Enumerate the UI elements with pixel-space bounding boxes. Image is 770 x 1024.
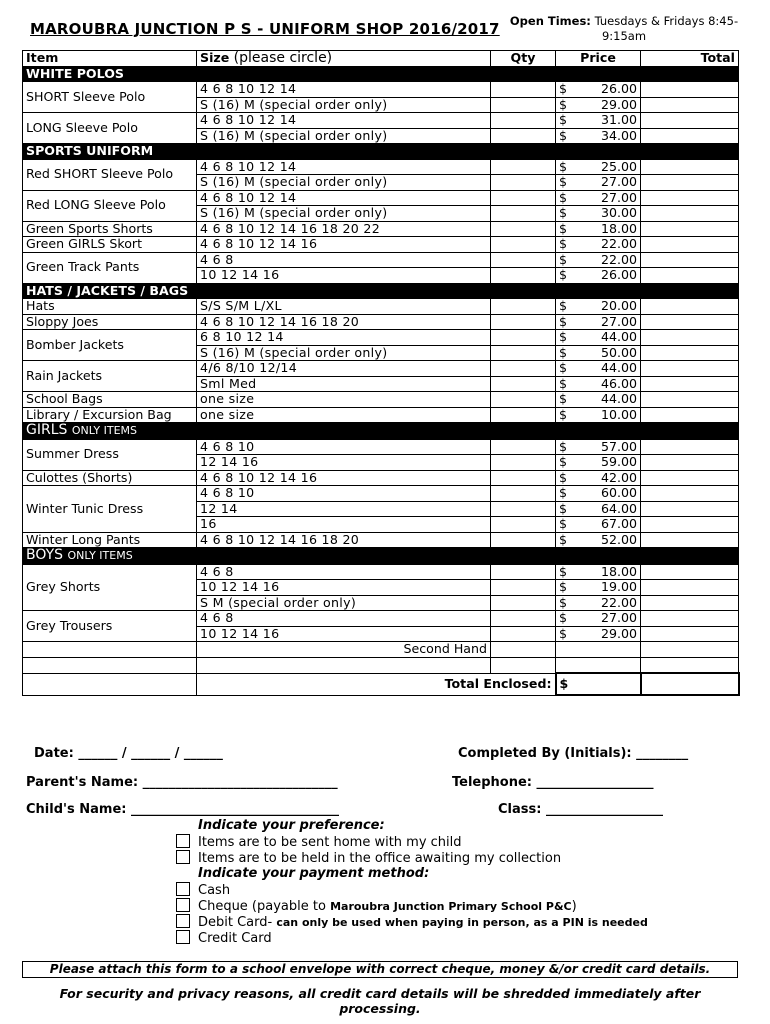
total-cell[interactable] <box>641 361 739 377</box>
price-cell: $ 29.00 <box>556 97 641 113</box>
form-title: MAROUBRA JUNCTION P S - UNIFORM SHOP 2016/2017 <box>30 20 500 38</box>
total-cell[interactable] <box>641 159 739 175</box>
item-cell[interactable] <box>23 657 197 673</box>
total-cell[interactable] <box>641 595 739 611</box>
size-cell[interactable] <box>197 657 491 673</box>
price-cell: $ 52.00 <box>556 532 641 548</box>
price-cell: $ 31.00 <box>556 113 641 129</box>
price-cell: $ 20.00 <box>556 299 641 315</box>
attach-instruction: Please attach this form to a school envelope with correct cheque, money &/or credit card details. <box>22 961 738 978</box>
item-cell: Red SHORT Sleeve Polo <box>23 159 197 190</box>
section-girls-only: GIRLS ONLY ITEMS <box>23 423 739 440</box>
size-cell[interactable]: 12 14 16 <box>197 455 491 471</box>
item-cell: Green GIRLS Skort <box>23 237 197 253</box>
open-times-value: Tuesdays & Fridays 8:45-9:15am <box>594 14 739 43</box>
second-hand-row <box>23 642 739 658</box>
size-cell[interactable]: 4 6 8 10 12 14 <box>197 82 491 98</box>
checkbox[interactable] <box>176 898 190 912</box>
size-cell[interactable]: S (16) M (special order only) <box>197 128 491 144</box>
qty-cell[interactable] <box>491 501 556 517</box>
item-cell: Grey Trousers <box>23 611 197 642</box>
table-row <box>23 470 739 486</box>
table-row <box>23 361 739 377</box>
qty-cell[interactable] <box>491 299 556 315</box>
qty-cell[interactable] <box>491 314 556 330</box>
size-cell[interactable]: 10 12 14 16 <box>197 268 491 284</box>
item-cell: Library / Excursion Bag <box>23 407 197 423</box>
size-cell[interactable]: 4 6 8 10 12 14 16 18 20 <box>197 314 491 330</box>
price-cell: $ 59.00 <box>556 455 641 471</box>
price-cell[interactable] <box>556 642 641 658</box>
total-cell[interactable] <box>641 330 739 346</box>
table-row <box>23 221 739 237</box>
qty-header: Qty <box>491 51 556 67</box>
size-cell[interactable]: 4 6 8 10 <box>197 486 491 502</box>
qty-cell[interactable] <box>491 97 556 113</box>
price-cell: $ 27.00 <box>556 190 641 206</box>
qty-cell[interactable] <box>491 439 556 455</box>
item-cell: Green Sports Shorts <box>23 221 197 237</box>
price-cell: $ 25.00 <box>556 159 641 175</box>
total-row <box>23 673 739 695</box>
qty-cell[interactable] <box>491 657 556 673</box>
item-cell: Red LONG Sleeve Polo <box>23 190 197 221</box>
price-header: Price <box>556 51 641 67</box>
size-cell[interactable]: 4 6 8 <box>197 611 491 627</box>
size-cell[interactable]: 4 6 8 10 12 14 16 <box>197 470 491 486</box>
class-field[interactable]: Class: __________________ <box>498 802 663 817</box>
size-cell[interactable]: 4 6 8 10 12 14 <box>197 190 491 206</box>
item-cell: Winter Tunic Dress <box>23 486 197 533</box>
qty-cell[interactable] <box>491 221 556 237</box>
price-cell: $ 44.00 <box>556 392 641 408</box>
size-cell[interactable]: 10 12 14 16 <box>197 626 491 642</box>
size-cell[interactable]: S M (special order only) <box>197 595 491 611</box>
price-cell: $ 22.00 <box>556 237 641 253</box>
preference-hold-office[interactable]: Items are to be held in the office awaiting my collection <box>176 850 561 867</box>
preference-send-home[interactable]: Items are to be sent home with my child <box>176 834 462 851</box>
total-cell[interactable] <box>641 501 739 517</box>
item-cell: Winter Long Pants <box>23 532 197 548</box>
total-cell[interactable] <box>641 113 739 129</box>
price-cell: $ 42.00 <box>556 470 641 486</box>
qty-cell[interactable] <box>491 564 556 580</box>
size-cell[interactable]: 4 6 8 10 <box>197 439 491 455</box>
qty-cell[interactable] <box>491 159 556 175</box>
size-cell[interactable]: S (16) M (special order only) <box>197 97 491 113</box>
preference-heading: Indicate your preference: <box>198 818 385 833</box>
table-row <box>23 564 739 580</box>
parent-name-field[interactable]: Parent's Name: ______________________________ <box>26 775 338 790</box>
qty-cell[interactable] <box>491 595 556 611</box>
table-row <box>23 486 739 502</box>
total-cell[interactable] <box>641 376 739 392</box>
section-hats-jackets-bags: HATS / JACKETS / BAGS <box>23 283 739 299</box>
qty-cell[interactable] <box>491 361 556 377</box>
payment-cheque[interactable]: Cheque (payable to Maroubra Junction Primary School P&C) <box>176 898 577 915</box>
size-cell[interactable]: one size <box>197 407 491 423</box>
qty-cell[interactable] <box>491 486 556 502</box>
checkbox[interactable] <box>176 914 190 928</box>
price-cell: $ 60.00 <box>556 486 641 502</box>
total-cell[interactable] <box>641 455 739 471</box>
total-cell[interactable] <box>641 206 739 222</box>
total-cell[interactable] <box>641 345 739 361</box>
size-cell[interactable]: 4 6 8 <box>197 564 491 580</box>
table-row <box>23 392 739 408</box>
size-cell[interactable]: S (16) M (special order only) <box>197 345 491 361</box>
table-row <box>23 82 739 98</box>
qty-cell[interactable] <box>491 376 556 392</box>
size-cell[interactable]: 4 6 8 10 12 14 16 <box>197 237 491 253</box>
payment-debit[interactable]: Debit Card- can only be used when paying in person, as a PIN is needed <box>176 914 648 931</box>
qty-cell[interactable] <box>491 642 556 658</box>
price-cell: $ 26.00 <box>556 82 641 98</box>
qty-cell[interactable] <box>491 330 556 346</box>
price-cell: $ 18.00 <box>556 564 641 580</box>
size-cell[interactable]: S/S S/M L/XL <box>197 299 491 315</box>
total-cell[interactable] <box>641 237 739 253</box>
table-row <box>23 159 739 175</box>
total-cell[interactable] <box>641 486 739 502</box>
item-cell: Hats <box>23 299 197 315</box>
total-cell[interactable] <box>641 470 739 486</box>
total-cell[interactable] <box>641 392 739 408</box>
total-cell[interactable] <box>641 299 739 315</box>
payment-cash[interactable]: Cash <box>176 882 230 899</box>
total-cell[interactable] <box>641 564 739 580</box>
total-cell[interactable] <box>641 580 739 596</box>
qty-cell[interactable] <box>491 407 556 423</box>
item-cell: School Bags <box>23 392 197 408</box>
size-cell[interactable]: 4 6 8 10 12 14 16 18 20 <box>197 532 491 548</box>
table-row <box>23 611 739 627</box>
total-cell[interactable] <box>641 268 739 284</box>
size-cell[interactable]: 10 12 14 16 <box>197 580 491 596</box>
total-blank-field[interactable] <box>641 673 739 695</box>
price-cell: $ 64.00 <box>556 501 641 517</box>
security-note: For security and privacy reasons, all credit card details will be shredded immediately after processing. <box>59 986 701 1016</box>
checkbox[interactable] <box>176 834 190 848</box>
item-cell: Rain Jackets <box>23 361 197 392</box>
total-enclosed-label: Total Enclosed: <box>197 673 556 695</box>
table-row <box>23 299 739 315</box>
table-row <box>23 190 739 206</box>
open-times <box>504 14 744 44</box>
price-cell: $ 57.00 <box>556 439 641 455</box>
size-cell[interactable]: 4 6 8 <box>197 252 491 268</box>
checkbox[interactable] <box>176 930 190 944</box>
total-cell[interactable] <box>641 439 739 455</box>
total-cell[interactable] <box>641 97 739 113</box>
total-cell[interactable] <box>641 190 739 206</box>
qty-cell[interactable] <box>491 470 556 486</box>
total-cell[interactable] <box>641 407 739 423</box>
item-cell: Sloppy Joes <box>23 314 197 330</box>
price-cell: $ 27.00 <box>556 611 641 627</box>
qty-cell[interactable] <box>491 206 556 222</box>
item-cell: Summer Dress <box>23 439 197 470</box>
table-row <box>23 439 739 455</box>
size-cell[interactable]: S (16) M (special order only) <box>197 175 491 191</box>
qty-cell[interactable] <box>491 128 556 144</box>
qty-cell[interactable] <box>491 611 556 627</box>
qty-cell[interactable] <box>491 190 556 206</box>
price-cell: $ 19.00 <box>556 580 641 596</box>
size-cell[interactable]: 4 6 8 10 12 14 <box>197 113 491 129</box>
total-cell[interactable] <box>641 314 739 330</box>
second-hand-label: Second Hand <box>197 642 491 658</box>
table-row <box>23 314 739 330</box>
table-row <box>23 407 739 423</box>
total-cell[interactable] <box>641 252 739 268</box>
price-cell: $ 27.00 <box>556 314 641 330</box>
total-cell[interactable] <box>641 611 739 627</box>
size-cell[interactable]: 4 6 8 10 12 14 <box>197 159 491 175</box>
size-cell[interactable]: S (16) M (special order only) <box>197 206 491 222</box>
open-times-label: Open Times: <box>509 14 591 28</box>
total-cell[interactable] <box>641 82 739 98</box>
qty-cell[interactable] <box>491 237 556 253</box>
size-cell[interactable]: 6 8 10 12 14 <box>197 330 491 346</box>
size-cell[interactable]: 4/6 8/10 12/14 <box>197 361 491 377</box>
price-cell: $ 18.00 <box>556 221 641 237</box>
qty-cell[interactable] <box>491 268 556 284</box>
size-cell[interactable]: 12 14 <box>197 501 491 517</box>
payment-heading: Indicate your payment method: <box>198 866 430 881</box>
checkbox[interactable] <box>176 882 190 896</box>
total-cell[interactable] <box>641 657 739 673</box>
total-cell[interactable] <box>641 221 739 237</box>
qty-cell[interactable] <box>491 345 556 361</box>
order-table <box>22 50 740 696</box>
item-cell: Culottes (Shorts) <box>23 470 197 486</box>
table-row <box>23 330 739 346</box>
total-cell[interactable] <box>641 175 739 191</box>
size-cell[interactable]: one size <box>197 392 491 408</box>
price-cell: $ 30.00 <box>556 206 641 222</box>
item-cell: Grey Shorts <box>23 564 197 611</box>
total-enclosed-field[interactable]: $ <box>556 673 641 695</box>
total-cell[interactable] <box>641 532 739 548</box>
price-cell: $ 22.00 <box>556 252 641 268</box>
price-cell[interactable] <box>556 657 641 673</box>
price-cell: $ 34.00 <box>556 128 641 144</box>
price-cell: $ 10.00 <box>556 407 641 423</box>
item-cell: Green Track Pants <box>23 252 197 283</box>
price-cell: $ 22.00 <box>556 595 641 611</box>
total-cell[interactable] <box>641 626 739 642</box>
item-cell: LONG Sleeve Polo <box>23 113 197 144</box>
size-cell[interactable]: 4 6 8 10 12 14 16 18 20 22 <box>197 221 491 237</box>
section-boys-only: BOYS ONLY ITEMS <box>23 548 739 565</box>
section-sports-uniform: SPORTS UNIFORM <box>23 144 739 160</box>
qty-cell[interactable] <box>491 175 556 191</box>
child-name-field[interactable]: Child's Name: ________________________________ <box>26 802 339 817</box>
total-cell[interactable] <box>641 128 739 144</box>
qty-cell[interactable] <box>491 532 556 548</box>
price-cell: $ 44.00 <box>556 330 641 346</box>
table-row <box>23 113 739 129</box>
table-row <box>23 532 739 548</box>
qty-cell[interactable] <box>491 82 556 98</box>
table-row <box>23 252 739 268</box>
date-field[interactable]: Date: ______ / ______ / ______ <box>34 746 223 761</box>
qty-cell[interactable] <box>491 392 556 408</box>
price-cell: $ 44.00 <box>556 361 641 377</box>
item-cell[interactable] <box>23 642 197 658</box>
telephone-field[interactable]: Telephone: __________________ <box>452 775 654 790</box>
section-white-polos: WHITE POLOS <box>23 66 739 82</box>
qty-cell[interactable] <box>491 517 556 533</box>
price-cell: $ 46.00 <box>556 376 641 392</box>
total-cell[interactable] <box>641 517 739 533</box>
table-row <box>23 237 739 253</box>
item-cell: Bomber Jackets <box>23 330 197 361</box>
total-cell[interactable] <box>641 642 739 658</box>
price-cell: $ 50.00 <box>556 345 641 361</box>
payment-credit[interactable]: Credit Card <box>176 930 272 947</box>
price-cell: $ 67.00 <box>556 517 641 533</box>
size-header <box>197 51 491 67</box>
size-header-hint: (please circle) <box>233 50 333 66</box>
size-cell[interactable]: 16 <box>197 517 491 533</box>
qty-cell[interactable] <box>491 626 556 642</box>
price-cell: $ 27.00 <box>556 175 641 191</box>
item-header: Item <box>23 51 197 67</box>
size-cell[interactable]: Sml Med <box>197 376 491 392</box>
total-header: Total <box>641 51 739 67</box>
qty-cell[interactable] <box>491 580 556 596</box>
qty-cell[interactable] <box>491 113 556 129</box>
checkbox[interactable] <box>176 850 190 864</box>
blank-row <box>23 657 739 673</box>
qty-cell[interactable] <box>491 252 556 268</box>
price-cell: $ 26.00 <box>556 268 641 284</box>
qty-cell[interactable] <box>491 455 556 471</box>
item-cell: SHORT Sleeve Polo <box>23 82 197 113</box>
header-row <box>23 51 739 67</box>
completed-by-field[interactable]: Completed By (Initials): ________ <box>458 746 689 761</box>
price-cell: $ 29.00 <box>556 626 641 642</box>
size-header-bold: Size <box>200 50 230 65</box>
